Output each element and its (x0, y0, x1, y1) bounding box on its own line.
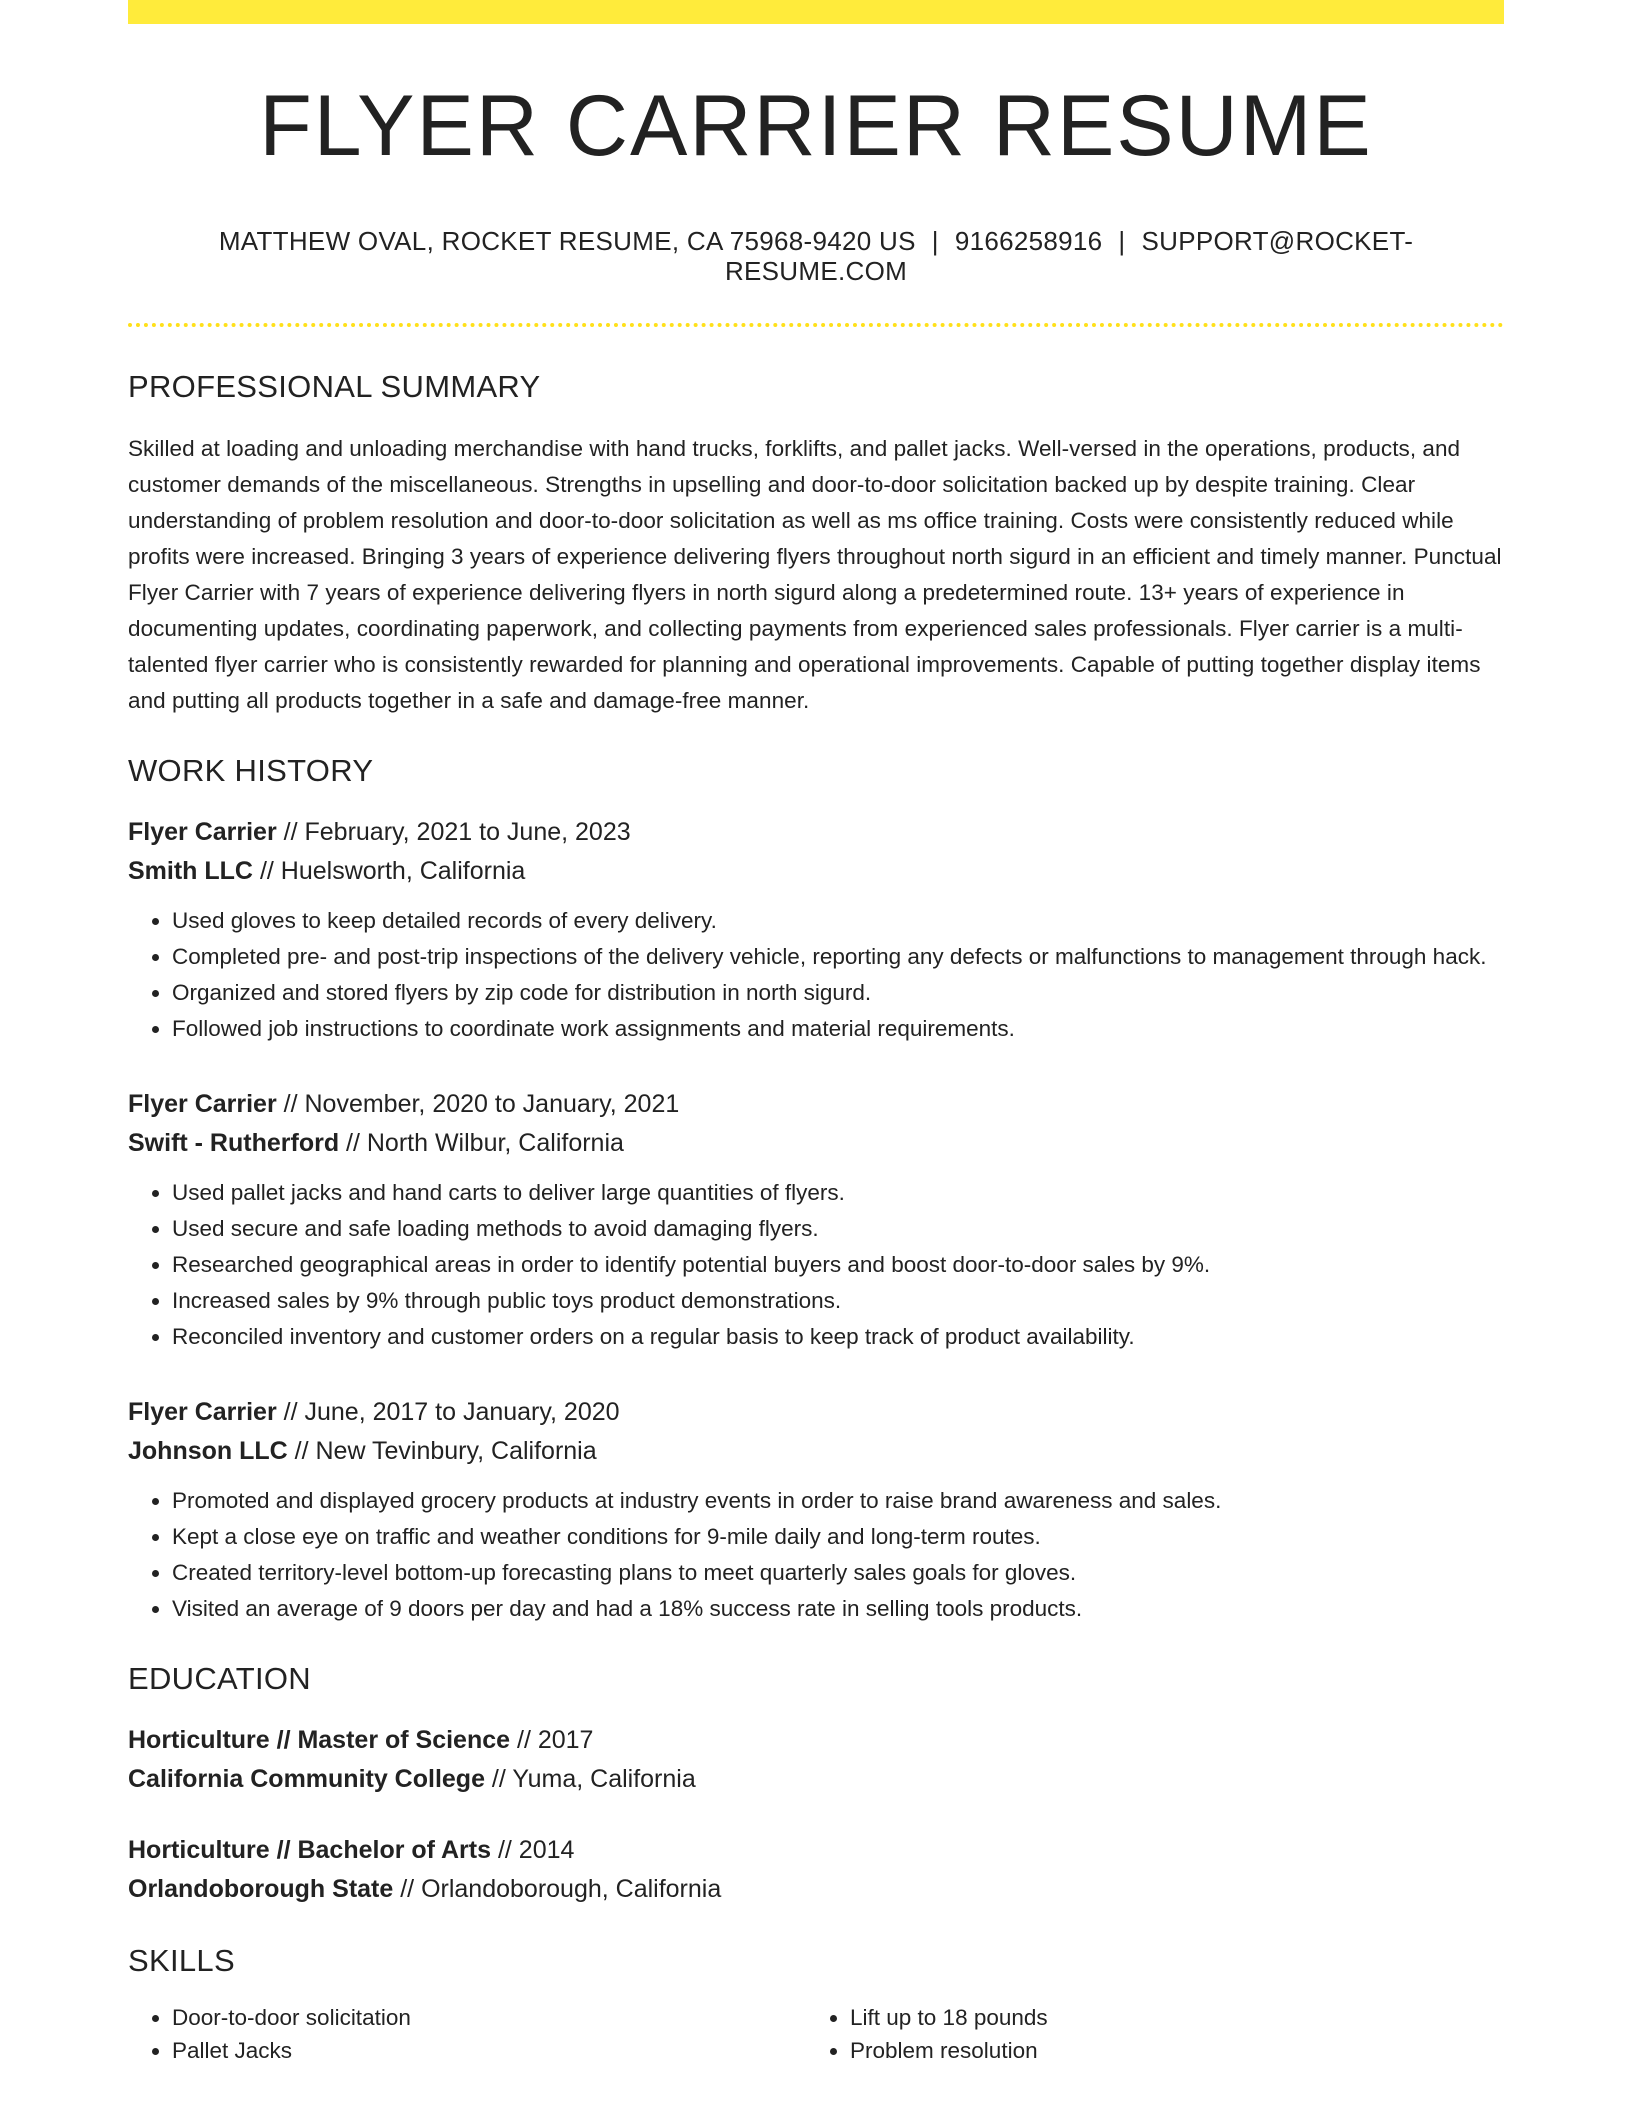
job-entry (128, 1085, 1504, 1355)
summary-text: Skilled at loading and unloading merchandise with hand trucks, forklifts, and pallet jacks. Well-versed in the operations, products, and customer demands of the miscellaneous. Strengths in upselling and door-to-door solicitation backed up by despite training. Clear understanding of problem resolution and door-to-door solicitation as well as ms office training. Costs were consistently reduced while profits were increased. Bringing 3 years of experience delivering flyers throughout north sigurd in an efficient and timely manner. Punctual Flyer Carrier with 7 years of experience delivering flyers in north sigurd along a predetermined route. 13+ years of experience in documenting updates, coordinating paperwork, and collecting payments from experienced sales professionals. Flyer carrier is a multi-talented flyer carrier who is consistently rewarded for planning and operational improvements. Capable of putting together display items and putting all products together in a safe and damage-free manner. (128, 436, 1502, 713)
job-company: Johnson LLC (128, 1437, 288, 1465)
job-title: Flyer Carrier (128, 818, 277, 846)
school-location: // Orlandoborough, California (393, 1875, 722, 1903)
job-bullet: • Used pallet jacks and hand carts to deliver large quantities of flyers. (172, 1175, 1504, 1211)
job-company-line (128, 852, 1504, 891)
contact-address: MATTHEW OVAL, ROCKET RESUME, CA 75968-9420 US (218, 226, 916, 256)
job-company-line (128, 1432, 1504, 1471)
job-location: // Huelsworth, California (253, 857, 526, 885)
job-bullet: • Visited an average of 9 doors per day and had a 18% success rate in selling tools products. (172, 1591, 1504, 1627)
job-company: Smith LLC (128, 857, 253, 885)
contact-line (128, 226, 1504, 286)
education-entry (128, 1831, 1504, 1909)
job-bullet: • Organized and stored flyers by zip code for distribution in north sigurd. (172, 975, 1504, 1011)
job-bullets (128, 1175, 1504, 1355)
job-bullet: • Promoted and displayed grocery products at industry events in order to raise brand awareness and sales. (172, 1483, 1504, 1519)
job-bullet: • Reconciled inventory and customer orders on a regular basis to keep track of product availability. (172, 1319, 1504, 1355)
work-history-heading: WORK HISTORY (128, 753, 374, 788)
job-bullets (128, 903, 1504, 1047)
school: Orlandoborough State (128, 1875, 394, 1903)
job-bullet: • Created territory-level bottom-up forecasting plans to meet quarterly sales goals for gloves. (172, 1555, 1504, 1591)
job-bullet: • Kept a close eye on traffic and weather conditions for 9-mile daily and long-term routes. (172, 1519, 1504, 1555)
skills-left-column (128, 2001, 806, 2067)
job-entry (128, 813, 1504, 1047)
job-dates: // June, 2017 to January, 2020 (276, 1398, 620, 1426)
resume-title: FLYER CARRIER RESUME (259, 78, 1373, 174)
school-location: // Yuma, California (484, 1765, 696, 1793)
job-title: Flyer Carrier (128, 1090, 277, 1118)
school: California Community College (128, 1765, 485, 1793)
education-heading: EDUCATION (128, 1661, 311, 1696)
job-entry (128, 1393, 1504, 1627)
degree-year: // 2014 (491, 1836, 575, 1864)
job-title: Flyer Carrier (128, 1398, 277, 1426)
summary-heading: PROFESSIONAL SUMMARY (128, 369, 541, 404)
job-bullet: • Used secure and safe loading methods to avoid damaging flyers. (172, 1211, 1504, 1247)
job-bullet: • Increased sales by 9% through public toys product demonstrations. (172, 1283, 1504, 1319)
degree-line (128, 1831, 1504, 1870)
job-title-line (128, 1085, 1504, 1124)
job-dates: // February, 2021 to June, 2023 (276, 818, 631, 846)
skills-right-column (806, 2001, 1484, 2067)
job-bullet: • Used gloves to keep detailed records of every delivery. (172, 903, 1504, 939)
degree: Horticulture // Bachelor of Arts (128, 1836, 492, 1864)
education-entry (128, 1721, 1504, 1799)
accent-top-bar (128, 0, 1504, 24)
degree-year: // 2017 (510, 1726, 594, 1754)
job-bullets (128, 1483, 1504, 1627)
job-location: // New Tevinbury, California (287, 1437, 597, 1465)
job-location: // North Wilbur, California (339, 1129, 624, 1157)
skill-item: • Problem resolution (850, 2034, 1484, 2067)
skill-item: • Pallet Jacks (172, 2034, 806, 2067)
contact-email[interactable]: SUPPORT@ROCKET-RESUME.COM (724, 226, 1414, 286)
skill-item: • Door-to-door solicitation (172, 2001, 806, 2034)
job-title-line (128, 1393, 1504, 1432)
job-bullet: • Completed pre- and post-trip inspections of the delivery vehicle, reporting any defects or malfunctions to management through hack. (172, 939, 1504, 975)
job-dates: // November, 2020 to January, 2021 (276, 1090, 680, 1118)
job-title-line (128, 813, 1504, 852)
degree-line (128, 1721, 1504, 1760)
skills-heading: SKILLS (128, 1943, 235, 1978)
resume-page (128, 0, 1504, 2067)
school-line (128, 1870, 1504, 1909)
skill-item: • Lift up to 18 pounds (850, 2001, 1484, 2034)
contact-separator: | (931, 226, 939, 256)
job-company: Swift - Rutherford (128, 1129, 340, 1157)
contact-separator: | (1118, 226, 1126, 256)
job-company-line (128, 1124, 1504, 1163)
skills-list (128, 2001, 1504, 2067)
job-bullet: • Researched geographical areas in order to identify potential buyers and boost door-to-door sales by 9%. (172, 1247, 1504, 1283)
dotted-divider (128, 323, 1504, 327)
job-bullet: • Followed job instructions to coordinate work assignments and material requirements. (172, 1011, 1504, 1047)
school-line (128, 1760, 1504, 1799)
contact-phone: 9166258916 (954, 226, 1103, 256)
degree: Horticulture // Master of Science (128, 1726, 511, 1754)
